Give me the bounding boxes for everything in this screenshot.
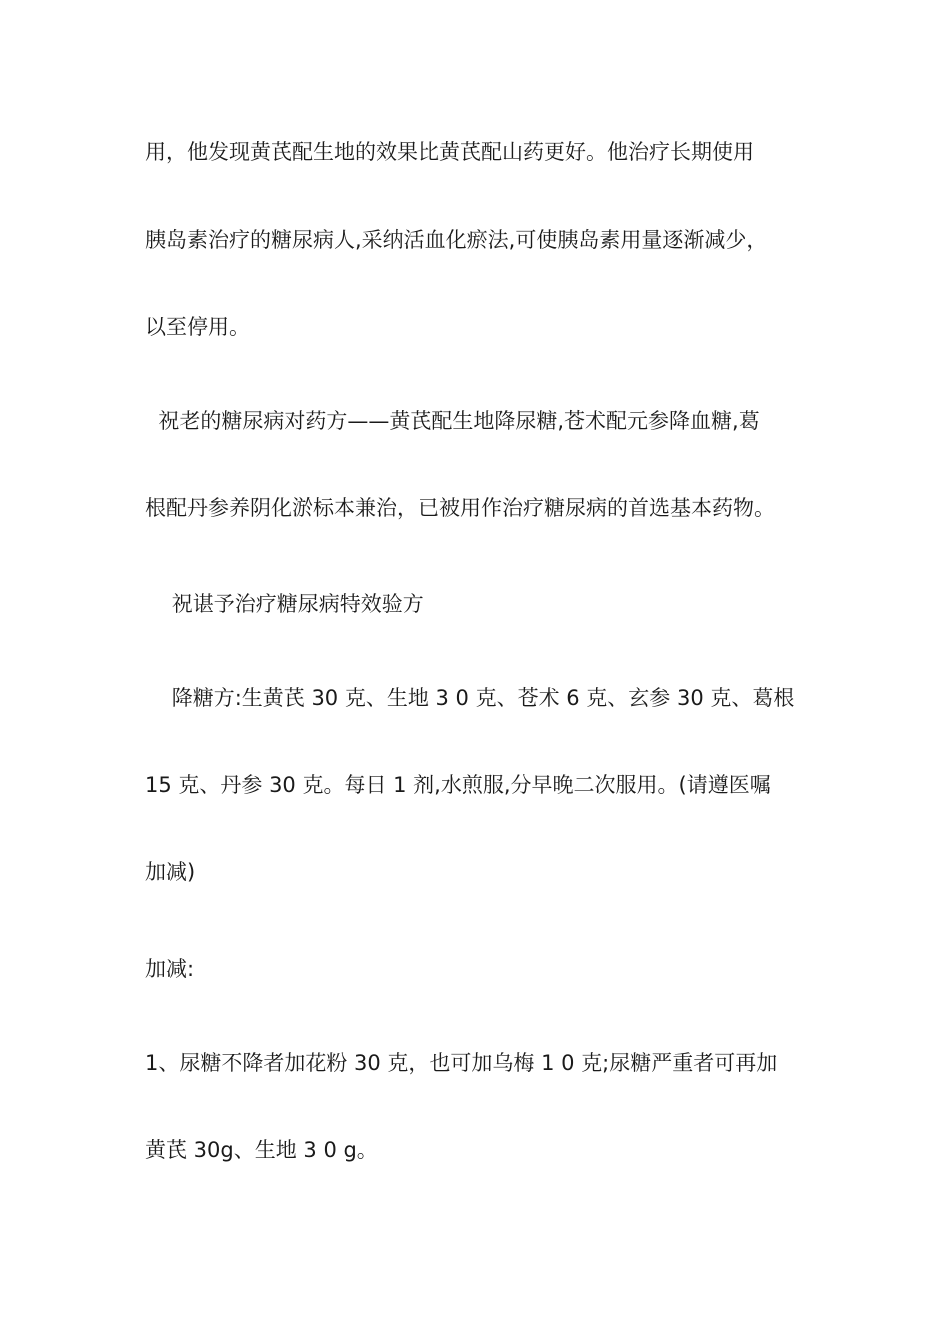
text-line: 降糖方:生黄芪 30 克、生地 3 0 克、苍术 6 克、玄参 30 克、葛根 xyxy=(145,686,795,710)
text-line: 用，他发现黄芪配生地的效果比黄芪配山药更好。他治疗长期使用 xyxy=(145,140,754,164)
text-line: 根配丹参养阴化淤标本兼治，已被用作治疗糖尿病的首选基本药物。 xyxy=(145,496,775,520)
text-line: 祝老的糖尿病对药方——黄芪配生地降尿糖,苍术配元参降血糖,葛 xyxy=(145,409,760,433)
text-line: 1、尿糖不降者加花粉 30 克，也可加乌梅 1 0 克;尿糖严重者可再加 xyxy=(145,1051,778,1075)
text-line: 15 克、丹参 30 克。每日 1 剂,水煎服,分早晚二次服用。(请遵医嘱 xyxy=(145,773,771,797)
text-line: 黄芪 30g、生地 3 0 g。 xyxy=(145,1138,378,1162)
text-line: 加减) xyxy=(145,860,196,884)
text-line: 胰岛素治疗的糖尿病人,采纳活血化瘀法,可使胰岛素用量逐渐减少， xyxy=(145,228,768,252)
section-heading: 祝谌予治疗糖尿病特效验方 xyxy=(145,592,424,616)
text-line: 以至停用。 xyxy=(145,315,250,339)
text-line: 加减: xyxy=(145,957,195,981)
